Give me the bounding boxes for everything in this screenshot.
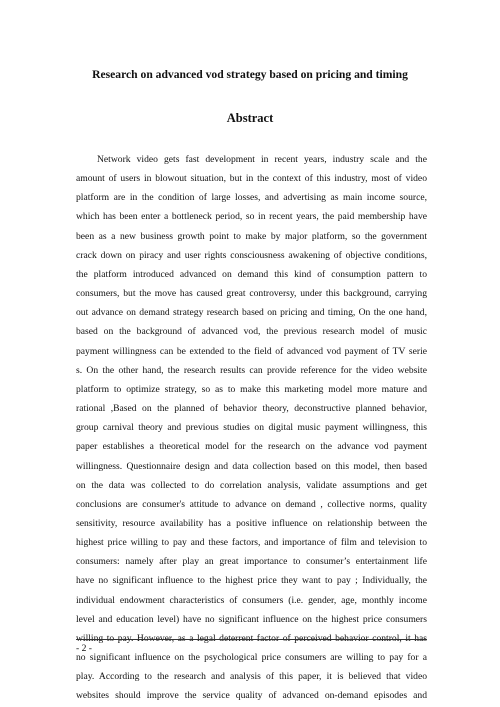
- abstract-line: platform to optimize strategy, so as to make this marketing model more mature and: [76, 383, 427, 395]
- abstract-line: conclusions are consumer's attitude to advance on demand , collective norms, quality: [76, 498, 427, 510]
- abstract-line: group carnival theory and previous studies on digital music payment willingness, this: [76, 422, 427, 434]
- abstract-line: sensitivity, resource availability has a positive influence on relationship between the: [76, 517, 427, 529]
- abstract-line: which has been enter a bottleneck period, so in recent years, the paid membership have: [76, 211, 427, 223]
- abstract-heading: Abstract: [226, 111, 274, 125]
- abstract-line: paper establishes a theoretical model for the research on the advance vod payment: [76, 441, 427, 453]
- abstract-line: level and education level) have no significant influence on the highest price consumers: [76, 613, 427, 625]
- abstract-line: websites should improve the service quality of advanced on-demand episodes and: [76, 690, 427, 702]
- abstract-line: no significant influence on the psychological price consumers are willing to pay for a: [76, 652, 427, 664]
- abstract-line: willing to pay. However, as a legal deterrent factor of perceived behavior control, it has: [76, 632, 427, 644]
- abstract-line: rational ,Based on the planned of behavior theory, deconstructive planned behavior,: [76, 403, 427, 415]
- abstract-line: highest price willing to pay and these factors, and importance of film and television to: [76, 537, 427, 549]
- abstract-line: individual endowment characteristics of consumers (i.e. gender, age, monthly income: [76, 594, 427, 606]
- abstract-line: consumers, but the move has caused great controversy, under this background, carrying: [76, 288, 427, 300]
- abstract-line: platform are in the condition of large losses, and advertising as main income source,: [76, 192, 427, 204]
- paper-title: Research on advanced vod strategy based on pricing and timing: [92, 68, 408, 81]
- abstract-line: based on the background of advanced vod, the previous research model of music: [76, 326, 427, 338]
- footer-rule: [76, 639, 427, 640]
- abstract-line: s. On the other hand, the research results can provide reference for the video website: [76, 364, 427, 376]
- abstract-line: play. According to the research and analysis of this paper, it is believed that video: [76, 671, 427, 683]
- abstract-body: [76, 150, 427, 706]
- abstract-line: crack down on piracy and user rights consciousness awakening of objective conditions,: [76, 249, 427, 261]
- abstract-line: the platform introduced advanced on demand this kind of consumption pattern to: [76, 268, 427, 280]
- page-number: - 2 -: [76, 643, 92, 654]
- abstract-line: payment willingness can be extended to the field of advanced vod payment of TV serie: [76, 345, 427, 357]
- abstract-line: on the data was collected to do correlation analysis, validate assumptions and get: [76, 479, 427, 491]
- abstract-line: have no significant influence to the highest price they want to pay ; Individually, the: [76, 575, 427, 587]
- abstract-line: willingness. Questionnaire design and data collection based on this model, then based: [76, 460, 427, 472]
- abstract-line: been as a new business growth point to make by major platform, so the government: [76, 230, 427, 242]
- abstract-line: Network video gets fast development in recent years, industry scale and the: [97, 154, 427, 165]
- abstract-line: out advance on demand strategy research based on pricing and timing, On the one hand,: [76, 307, 427, 319]
- abstract-line: consumers: namely after play an great importance to consumer’s entertainment life: [76, 556, 427, 568]
- abstract-line: amount of users in blowout situation, but in the context of this industry, most of video: [76, 173, 427, 185]
